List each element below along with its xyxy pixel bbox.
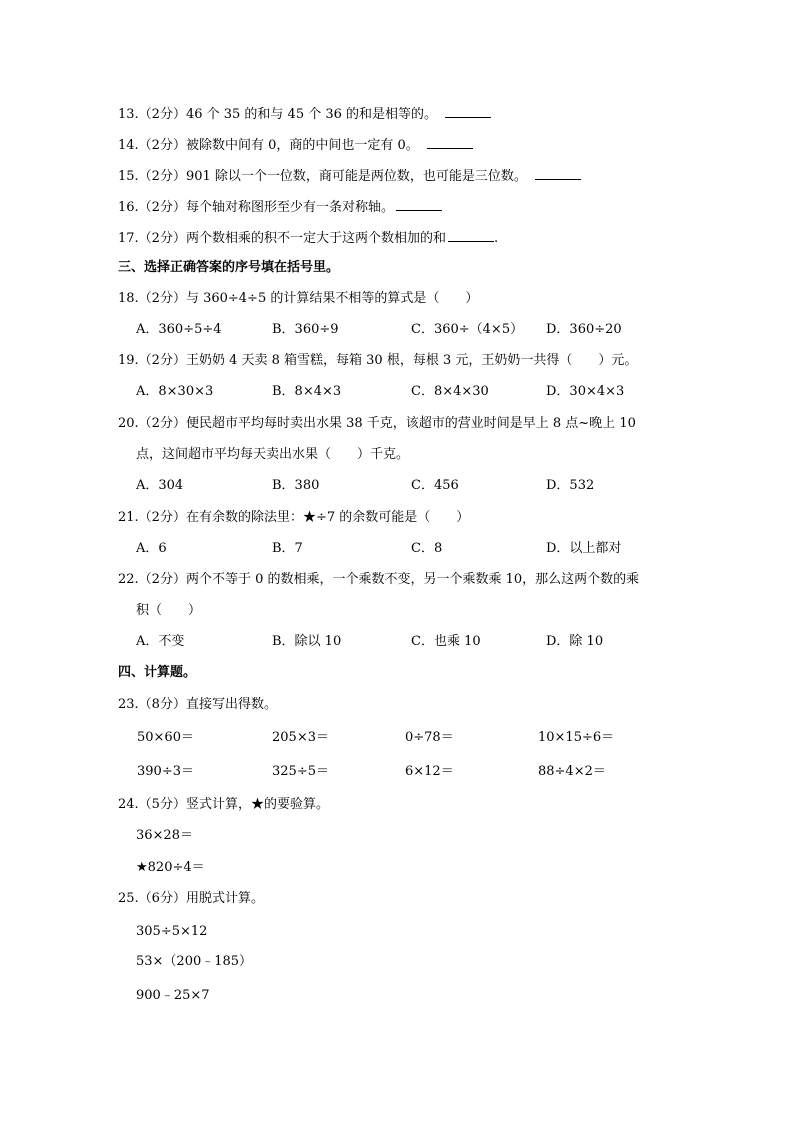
answer-blank[interactable]: [427, 136, 473, 149]
section-heading-choice: 三、选择正确答案的序号填在括号里。: [118, 260, 340, 275]
question-suffix: .: [493, 231, 499, 246]
question-17: [118, 229, 498, 247]
question-18: 18.（2分）与 360÷4÷5 的计算结果不相等的算式是（ ）: [118, 291, 479, 306]
calc-item: 88÷4×2＝: [538, 764, 606, 779]
question-text: 13.（2分）46 个 35 的和与 45 个 36 的和是相等的。: [118, 107, 438, 122]
question-22-cont: 积（ ）: [136, 603, 202, 618]
calc-item: 6×12＝: [405, 764, 454, 779]
option-b[interactable]: B．360÷9: [272, 322, 339, 337]
option-a[interactable]: A．不变: [136, 634, 185, 649]
calc-item: 0÷78＝: [405, 730, 454, 745]
calc-item: 305÷5×12: [136, 924, 208, 939]
calc-item: ★820÷4＝: [136, 860, 205, 875]
calc-item: 10×15÷6＝: [538, 730, 615, 745]
question-text: 16.（2分）每个轴对称图形至少有一条对称轴。: [118, 200, 394, 215]
option-d[interactable]: D．30×4×3: [546, 384, 625, 399]
section-heading-calc: 四、计算题。: [118, 665, 197, 680]
option-c[interactable]: C．456: [411, 478, 459, 493]
option-a[interactable]: A．8×30×3: [136, 384, 214, 399]
option-b[interactable]: B．7: [272, 541, 303, 556]
calc-item: 325÷5＝: [272, 764, 329, 779]
question-24: 24.（5分）竖式计算，★的要验算。: [118, 797, 329, 812]
option-c[interactable]: C．8×4×30: [411, 384, 489, 399]
question-15: [118, 167, 581, 185]
answer-blank[interactable]: [396, 198, 442, 211]
option-b[interactable]: B．8×4×3: [272, 384, 342, 399]
option-c[interactable]: C．360÷（4×5）: [411, 322, 524, 337]
option-d[interactable]: D．532: [546, 478, 595, 493]
calc-item: 900﹣25×7: [136, 988, 210, 1003]
option-d[interactable]: D．360÷20: [546, 322, 622, 337]
question-text: 17.（2分）两个数相乘的积不一定大于这两个数相加的和: [118, 231, 446, 246]
option-c[interactable]: C．也乘 10: [411, 634, 481, 649]
answer-blank[interactable]: [448, 229, 494, 242]
calc-item: 205×3＝: [272, 730, 329, 745]
question-25: 25.（6分）用脱式计算。: [118, 891, 264, 906]
option-c[interactable]: C．8: [411, 541, 443, 556]
question-16: [118, 198, 442, 216]
calc-item: 36×28＝: [136, 828, 193, 843]
option-a[interactable]: A．6: [136, 541, 167, 556]
option-d[interactable]: D．除 10: [546, 634, 604, 649]
option-d[interactable]: D．以上都对: [546, 541, 622, 556]
question-19: 19.（2分）王奶奶 4 天卖 8 箱雪糕，每箱 30 根，每根 3 元，王奶奶一共得（ ）元。: [118, 353, 638, 368]
option-a[interactable]: A．304: [136, 478, 184, 493]
question-21: 21.（2分）在有余数的除法里：★÷7 的余数可能是（ ）: [118, 510, 470, 525]
question-text: 15.（2分）901 除以一个一位数，商可能是两位数，也可能是三位数。: [118, 169, 527, 184]
option-b[interactable]: B．除以 10: [272, 634, 342, 649]
calc-item: 53×（200﹣185）: [136, 954, 253, 969]
question-13: [118, 105, 491, 123]
calc-item: 50×60＝: [137, 730, 194, 745]
answer-blank[interactable]: [445, 105, 491, 118]
option-b[interactable]: B．380: [272, 478, 320, 493]
question-20-cont: 点，这间超市平均每天卖出水果（ ）千克。: [136, 447, 410, 462]
question-20: 20.（2分）便民超市平均每时卖出水果 38 千克，该超市的营业时间是早上 8 点~晚上 10: [118, 416, 636, 431]
answer-blank[interactable]: [535, 167, 581, 180]
calc-item: 390÷3＝: [137, 764, 194, 779]
option-a[interactable]: A．360÷5÷4: [136, 322, 222, 337]
question-22: 22.（2分）两个不等于 0 的数相乘，一个乘数不变，另一个乘数乘 10，那么这两个数的乘: [118, 572, 640, 587]
question-14: [118, 136, 473, 154]
question-23: 23.（8分）直接写出得数。: [118, 697, 277, 712]
question-text: 14.（2分）被除数中间有 0，商的中间也一定有 0。: [118, 138, 419, 153]
